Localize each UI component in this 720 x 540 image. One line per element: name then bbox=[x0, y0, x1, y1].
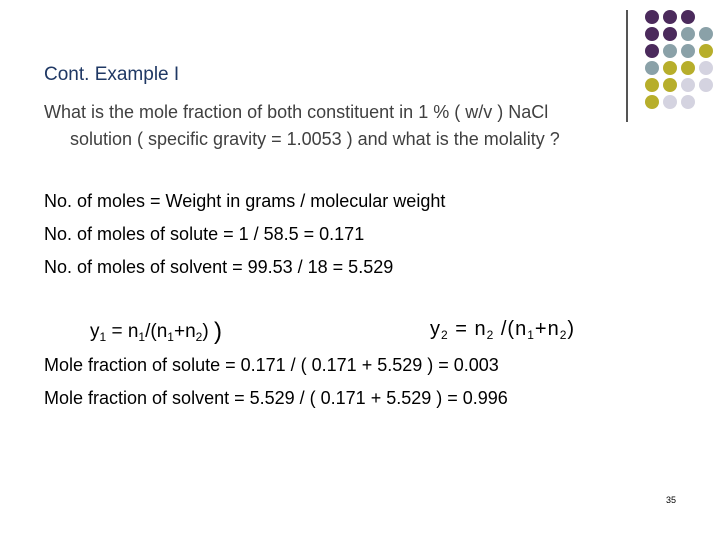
decorative-dot bbox=[663, 10, 677, 24]
y1-equals: = n bbox=[106, 321, 139, 342]
mole-fraction-solvent: Mole fraction of solvent = 5.529 / ( 0.171 + 5.529 ) = 0.996 bbox=[44, 388, 508, 408]
y1-subscript-n1: 1 bbox=[138, 330, 146, 344]
decorative-dot bbox=[663, 44, 677, 58]
page-number: 35 bbox=[666, 495, 677, 505]
decorative-dot bbox=[681, 78, 695, 92]
y2-subscript-n1: 1 bbox=[527, 328, 535, 342]
y2-equals: = n bbox=[448, 318, 487, 340]
decorative-dot bbox=[699, 78, 713, 92]
decorative-dot bbox=[663, 78, 677, 92]
y1-subscript-n1-denominator: 1 bbox=[167, 330, 174, 344]
y1-close: ) bbox=[202, 321, 209, 342]
decorative-dot bbox=[645, 44, 659, 58]
decorative-dot bbox=[645, 78, 659, 92]
decorative-dot bbox=[681, 10, 695, 24]
slide-title: Cont. Example I bbox=[44, 64, 180, 85]
y1-symbol: y bbox=[90, 321, 100, 342]
formula-y1 bbox=[90, 318, 222, 346]
moles-solute: No. of moles of solute = 1 / 58.5 = 0.171 bbox=[44, 224, 365, 244]
decorative-dot bbox=[645, 10, 659, 24]
decorative-dot bbox=[699, 61, 713, 75]
y2-symbol: y bbox=[430, 318, 441, 340]
decorative-dot bbox=[663, 61, 677, 75]
decorative-dot bbox=[699, 27, 713, 41]
y2-divide: /(n bbox=[494, 318, 528, 340]
decorative-dot bbox=[645, 27, 659, 41]
y2-subscript-n2-denominator: 2 bbox=[559, 328, 568, 342]
y1-subscript-n2: 2 bbox=[195, 330, 203, 344]
decorative-dot bbox=[699, 44, 713, 58]
question-line-2: solution ( specific gravity = 1.0053 ) and what is the molality ? bbox=[70, 129, 560, 149]
question-line-1: What is the mole fraction of both constituent in 1 % ( w/v ) NaCl bbox=[44, 102, 549, 122]
y1-subscript: 1 bbox=[99, 330, 107, 344]
y2-plus: +n bbox=[534, 318, 560, 340]
mole-fraction-solute: Mole fraction of solute = 0.171 / ( 0.171 + 5.529 ) = 0.003 bbox=[44, 355, 499, 375]
y2-close: ) bbox=[567, 318, 576, 340]
question-text bbox=[44, 99, 684, 153]
y2-subscript-n2: 2 bbox=[486, 328, 495, 342]
y1-divide: /(n bbox=[145, 321, 168, 342]
y1-plus: +n bbox=[173, 321, 196, 342]
moles-definition: No. of moles = Weight in grams / molecular weight bbox=[44, 191, 446, 211]
decorative-dot bbox=[663, 27, 677, 41]
decorative-dot bbox=[645, 61, 659, 75]
decorative-dot bbox=[681, 44, 695, 58]
moles-solvent: No. of moles of solvent = 99.53 / 18 = 5.529 bbox=[44, 257, 394, 277]
y1-trailing-paren: ) bbox=[213, 318, 222, 345]
y2-subscript: 2 bbox=[441, 328, 449, 342]
formula-y2 bbox=[430, 318, 575, 342]
decorative-dot bbox=[681, 61, 695, 75]
decorative-dot bbox=[681, 27, 695, 41]
